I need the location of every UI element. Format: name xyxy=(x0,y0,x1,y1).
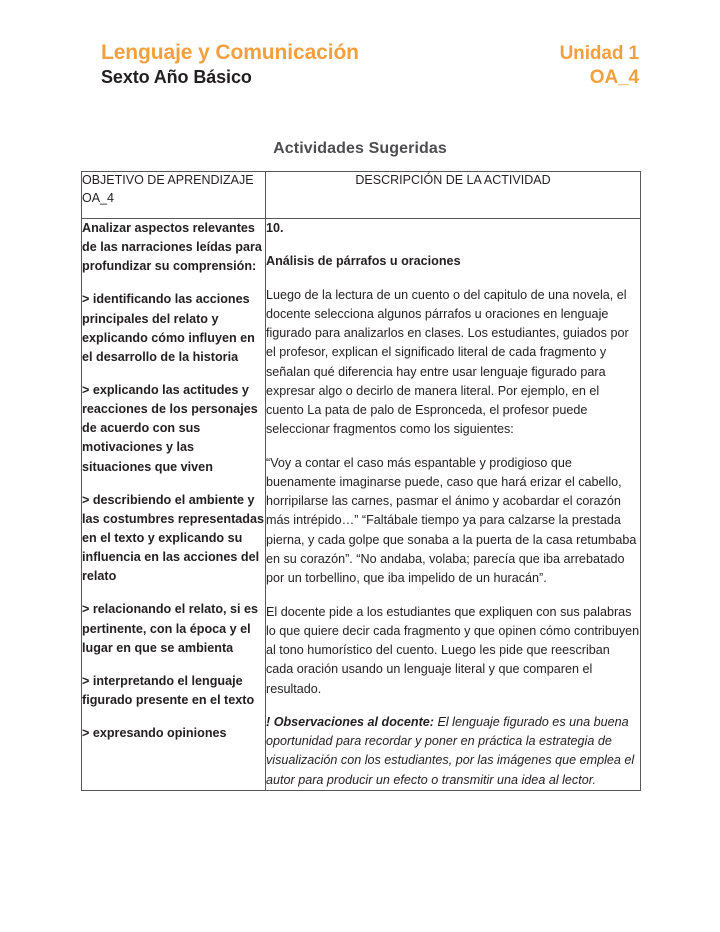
header-row-primary xyxy=(101,41,639,65)
objective-intro: Analizar aspectos relevantes de las narraciones leídas para profundizar su comprensión: xyxy=(82,221,262,274)
description-cell xyxy=(266,219,641,791)
activity-subtitle: Análisis de párrafos u oraciones xyxy=(266,254,461,269)
header-row-secondary xyxy=(101,67,639,89)
activity-number: 10. xyxy=(266,221,284,235)
objective-bullet: > describiendo el ambiente y las costumbres representadas en el texto y explicando su influencia en las acciones del relato xyxy=(82,492,264,584)
objective-cell xyxy=(82,219,266,791)
teacher-note-lead: ! Observaciones al docente: xyxy=(266,714,434,729)
column-header-objective: OBJETIVO DE APRENDIZAJE OA_4 xyxy=(82,172,266,219)
teacher-note xyxy=(266,713,640,790)
subject-title: Lenguaje y Comunicación xyxy=(101,41,359,64)
activity-quote-paragraph: “Voy a contar el caso más espantable y prodigioso que buenamente imaginarse puede, caso que hará erizar el cabello, horripilarse las carnes, pasmar el ánimo y acobardar el corazón más intrépido…” “Faltábale tiempo ya para calzarse la prestada pierna, y cada golpe que sonaba a la puerta de la casa retumbaba en su corazón”. “No andaba, volaba; parecía que iba arrebatado por un torbellino, que iba impelido de un huracán”. xyxy=(266,455,637,586)
objective-bullet: > interpretando el lenguaje figurado presente en el texto xyxy=(82,673,255,707)
section-title: Actividades Sugeridas xyxy=(273,140,447,157)
table-header-row xyxy=(82,172,641,219)
activity-paragraph: Luego de la lectura de un cuento o del capitulo de una novela, el docente selecciona algunos párrafos u oraciones en lenguaje figurado para analizarlos en clases. Los estudiantes, guiados por el profesor, explican el significado literal de cada fragmento y señalan qué diferencia hay entre usar lenguaje figurado para expresar algo o decirlo de manera literal. Por ejemplo, en el cuento La pata de palo de Espronceda, el profesor puede seleccionar fragmentos como los siguientes: xyxy=(266,287,629,437)
objective-bullet: > relacionando el relato, si es pertinente, con la época y el lugar en que se ambienta xyxy=(82,602,259,655)
objective-bullet: > explicando las actitudes y reacciones de los personajes de acuerdo con sus motivaciones y las situaciones que viven xyxy=(82,382,258,474)
unit-label: Unidad 1 xyxy=(559,43,639,64)
objective-bullet: > expresando opiniones xyxy=(82,726,227,741)
column-header-description: DESCRIPCIÓN DE LA ACTIVIDAD xyxy=(266,172,641,219)
activity-paragraph: El docente pide a los estudiantes que expliquen con sus palabras lo que quiere decir cada fragmento y que opinen cómo contribuyen al tono humorístico del cuento. Luego les pide que reescriban cada oración usando un lenguaje literal y que comparen el resultado. xyxy=(266,604,640,696)
teacher-note-body: El lenguaje figurado es una buena oportunidad para recordar y poner en práctica la estrategia de visualización con los estudiantes, por las imágenes que emplea el autor para producir un efecto o transmitir una idea al lector. xyxy=(266,714,635,787)
oa-label: OA_4 xyxy=(589,67,639,88)
document-header xyxy=(101,41,639,89)
objective-bullet: > identificando las acciones principales del relato y explicando cómo influyen en el desarrollo de la historia xyxy=(82,292,255,364)
table-row xyxy=(82,219,641,791)
grade-title: Sexto Año Básico xyxy=(101,67,252,87)
activities-table xyxy=(81,171,641,791)
